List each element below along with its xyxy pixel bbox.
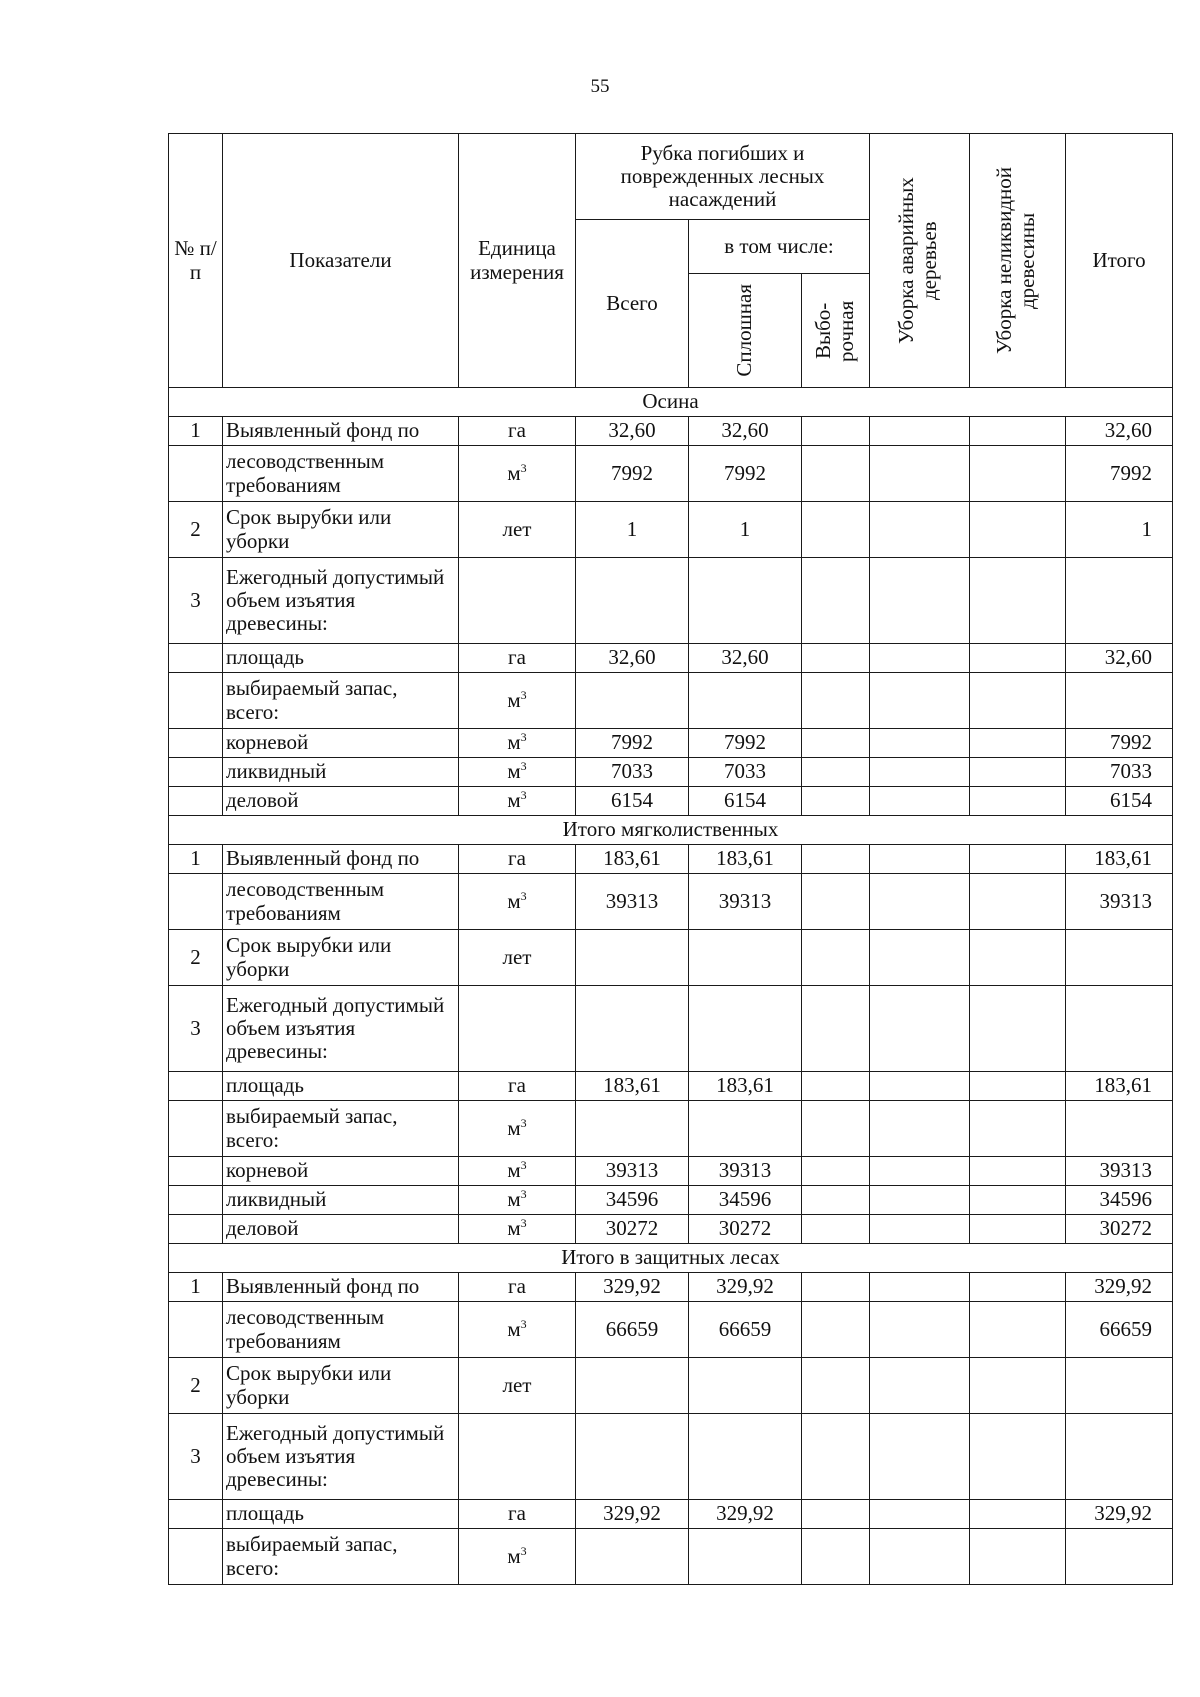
table-row [169,1072,1173,1101]
header-total: Всего [576,220,689,388]
cell-unit [459,1302,576,1358]
cell-clear [689,558,802,644]
cell-indicator: лесоводственным требованиям [223,1302,459,1358]
cell-clear: 7992 [689,729,802,758]
table-row [169,673,1173,729]
cell-indicator: деловой [223,1215,459,1244]
cell-indicator: площадь [223,1072,459,1101]
cell-unit [459,1358,576,1414]
unit-text: га [508,846,526,871]
cell-emergency [870,729,970,758]
cell-total: 66659 [576,1302,689,1358]
cell-clear: 39313 [689,1157,802,1186]
cell-illiquid [970,673,1066,729]
cell-illiquid [970,417,1066,446]
cell-selective [802,1529,870,1585]
unit-text: м [507,1316,521,1341]
cell-itogo [1066,986,1173,1072]
cell-emergency [870,1529,970,1585]
cell-selective [802,1414,870,1500]
cell-illiquid [970,1529,1066,1585]
cell-emergency [870,986,970,1072]
table-row [169,558,1173,644]
cell-total: 7992 [576,446,689,502]
table-row [169,845,1173,874]
table-row [169,1157,1173,1186]
cell-clear: 6154 [689,787,802,816]
table-row [169,930,1173,986]
table-row [169,644,1173,673]
table-row [169,502,1173,558]
cell-total: 6154 [576,787,689,816]
cell-indicator: ликвидный [223,1186,459,1215]
table-row [169,1358,1173,1414]
cell-clear: 66659 [689,1302,802,1358]
table-body [169,388,1173,1585]
table-header [169,134,1173,388]
cell-num [169,1186,223,1215]
unit-text: га [508,1274,526,1299]
cell-itogo [1066,930,1173,986]
cell-selective [802,1072,870,1101]
table-row [169,787,1173,816]
cell-itogo: 34596 [1066,1186,1173,1215]
cell-clear: 39313 [689,874,802,930]
unit-superscript: 3 [520,1115,527,1130]
cell-itogo: 329,92 [1066,1500,1173,1529]
forest-cutting-table [168,133,1173,1585]
cell-illiquid [970,1273,1066,1302]
cell-num [169,787,223,816]
unit-superscript: 3 [520,888,527,903]
cell-selective [802,1273,870,1302]
unit-text: м [507,1115,521,1140]
cell-itogo: 7033 [1066,758,1173,787]
cell-unit [459,1157,576,1186]
cell-total: 183,61 [576,845,689,874]
table-row [169,417,1173,446]
cell-selective [802,1101,870,1157]
cell-emergency [870,1186,970,1215]
cell-illiquid [970,446,1066,502]
header-clear: Сплошная [689,274,802,388]
header-unit: Единица измерения [459,134,576,388]
cell-total: 329,92 [576,1500,689,1529]
cell-selective [802,1186,870,1215]
header-cutting: Рубка погибших и поврежденных лесных насаждений [576,134,870,220]
header-illiquid: Уборка неликвидной древесины [970,134,1066,388]
cell-emergency [870,1302,970,1358]
section-title-row [169,388,1173,417]
cell-selective [802,417,870,446]
cell-selective [802,558,870,644]
cell-total: 329,92 [576,1273,689,1302]
cell-itogo: 32,60 [1066,417,1173,446]
cell-num [169,729,223,758]
cell-unit [459,446,576,502]
unit-text: м [507,1158,521,1183]
header-itogo: Итого [1066,134,1173,388]
cell-total [576,1529,689,1585]
cell-emergency [870,644,970,673]
cell-clear: 32,60 [689,417,802,446]
cell-indicator: Ежегодный допустимый объем изъятия древесины: [223,986,459,1072]
cell-selective [802,986,870,1072]
cell-num: 2 [169,502,223,558]
cell-total: 39313 [576,1157,689,1186]
cell-itogo [1066,1529,1173,1585]
cell-unit [459,644,576,673]
cell-total: 1 [576,502,689,558]
cell-unit [459,986,576,1072]
cell-selective [802,644,870,673]
cell-illiquid [970,1302,1066,1358]
cell-clear [689,986,802,1072]
cell-clear: 329,92 [689,1500,802,1529]
cell-illiquid [970,558,1066,644]
cell-num [169,1157,223,1186]
cell-clear [689,1101,802,1157]
unit-text: м [507,1543,521,1568]
cell-itogo [1066,673,1173,729]
header-including: в том числе: [689,220,870,274]
cell-num [169,446,223,502]
table-row [169,1529,1173,1585]
cell-total [576,986,689,1072]
cell-unit [459,1273,576,1302]
unit-superscript: 3 [520,1543,527,1558]
cell-total [576,1358,689,1414]
cell-selective [802,1157,870,1186]
table-row [169,446,1173,502]
cell-num [169,1302,223,1358]
cell-indicator: лесоводственным требованиям [223,874,459,930]
cell-unit [459,1414,576,1500]
unit-text: лет [502,1372,532,1397]
cell-emergency [870,1072,970,1101]
unit-text: м [507,1216,521,1241]
cell-emergency [870,1215,970,1244]
cell-emergency [870,502,970,558]
table-row [169,1101,1173,1157]
cell-num [169,1500,223,1529]
header-num: № п/п [169,134,223,388]
cell-indicator: площадь [223,1500,459,1529]
cell-num [169,874,223,930]
unit-superscript: 3 [520,1316,527,1331]
cell-clear: 30272 [689,1215,802,1244]
cell-unit [459,845,576,874]
unit-text: га [508,1501,526,1526]
cell-num: 3 [169,986,223,1072]
unit-superscript: 3 [520,1187,527,1202]
cell-clear: 32,60 [689,644,802,673]
cell-illiquid [970,874,1066,930]
cell-emergency [870,1358,970,1414]
cell-unit [459,1101,576,1157]
cell-itogo [1066,1101,1173,1157]
header-selective: Выбо-рочная [802,274,870,388]
cell-clear: 329,92 [689,1273,802,1302]
cell-indicator: Срок вырубки или уборки [223,502,459,558]
cell-unit [459,558,576,644]
cell-unit [459,729,576,758]
cell-unit [459,758,576,787]
cell-selective [802,1302,870,1358]
unit-text: га [508,645,526,670]
cell-indicator: Выявленный фонд по [223,417,459,446]
table-row [169,1414,1173,1500]
cell-num: 1 [169,1273,223,1302]
cell-num [169,1072,223,1101]
cell-total [576,1101,689,1157]
cell-illiquid [970,1358,1066,1414]
cell-clear [689,1414,802,1500]
table-row [169,729,1173,758]
unit-text: м [507,888,521,913]
cell-unit [459,1072,576,1101]
cell-num: 2 [169,930,223,986]
cell-emergency [870,758,970,787]
unit-text: м [507,730,521,755]
cell-emergency [870,874,970,930]
cell-selective [802,845,870,874]
cell-emergency [870,1273,970,1302]
cell-total: 183,61 [576,1072,689,1101]
cell-itogo: 1 [1066,502,1173,558]
cell-illiquid [970,986,1066,1072]
cell-unit [459,930,576,986]
cell-illiquid [970,729,1066,758]
cell-clear [689,673,802,729]
cell-total: 32,60 [576,417,689,446]
cell-emergency [870,1414,970,1500]
cell-itogo: 7992 [1066,446,1173,502]
cell-selective [802,729,870,758]
cell-itogo [1066,1358,1173,1414]
cell-itogo: 66659 [1066,1302,1173,1358]
table-row [169,986,1173,1072]
cell-unit [459,673,576,729]
unit-text: га [508,1073,526,1098]
cell-indicator: Выявленный фонд по [223,845,459,874]
cell-unit [459,1529,576,1585]
cell-illiquid [970,1157,1066,1186]
cell-itogo: 183,61 [1066,1072,1173,1101]
cell-indicator: Срок вырубки или уборки [223,930,459,986]
table-row [169,874,1173,930]
cell-num: 2 [169,1358,223,1414]
cell-indicator: Ежегодный допустимый объем изъятия древесины: [223,1414,459,1500]
cell-selective [802,446,870,502]
cell-num: 1 [169,417,223,446]
cell-indicator: выбираемый запас, всего: [223,673,459,729]
cell-emergency [870,1157,970,1186]
cell-emergency [870,417,970,446]
cell-selective [802,1215,870,1244]
cell-clear: 183,61 [689,1072,802,1101]
unit-text: га [508,418,526,443]
unit-text: лет [502,944,532,969]
unit-text: м [507,1187,521,1212]
cell-illiquid [970,930,1066,986]
section-title: Итого мягколиственных [169,816,1173,845]
cell-selective [802,874,870,930]
cell-emergency [870,1101,970,1157]
cell-clear: 34596 [689,1186,802,1215]
cell-indicator: корневой [223,1157,459,1186]
cell-indicator: Выявленный фонд по [223,1273,459,1302]
cell-itogo [1066,558,1173,644]
cell-indicator: Срок вырубки или уборки [223,1358,459,1414]
cell-emergency [870,673,970,729]
table-row [169,1215,1173,1244]
cell-num [169,1529,223,1585]
unit-superscript: 3 [520,460,527,475]
cell-clear [689,930,802,986]
unit-text: м [507,460,521,485]
cell-unit [459,502,576,558]
table-row [169,1186,1173,1215]
page-number: 55 [590,76,610,97]
cell-total: 34596 [576,1186,689,1215]
cell-itogo: 30272 [1066,1215,1173,1244]
section-title-row [169,816,1173,845]
cell-selective [802,1500,870,1529]
cell-selective [802,1358,870,1414]
table-row [169,758,1173,787]
header-emergency: Уборка аварийных деревьев [870,134,970,388]
cell-emergency [870,930,970,986]
table-row [169,1500,1173,1529]
cell-selective [802,673,870,729]
cell-indicator: Ежегодный допустимый объем изъятия древесины: [223,558,459,644]
cell-clear: 7033 [689,758,802,787]
cell-unit [459,417,576,446]
unit-superscript: 3 [520,687,527,702]
section-title: Итого в защитных лесах [169,1244,1173,1273]
cell-unit [459,787,576,816]
unit-superscript: 3 [520,1158,527,1173]
cell-total: 7033 [576,758,689,787]
cell-total: 30272 [576,1215,689,1244]
unit-text: м [507,687,521,712]
cell-indicator: лесоводственным требованиям [223,446,459,502]
cell-indicator: деловой [223,787,459,816]
cell-unit [459,1186,576,1215]
table-row [169,1302,1173,1358]
cell-itogo: 7992 [1066,729,1173,758]
cell-total: 7992 [576,729,689,758]
cell-illiquid [970,787,1066,816]
cell-total: 39313 [576,874,689,930]
cell-illiquid [970,1072,1066,1101]
cell-itogo: 329,92 [1066,1273,1173,1302]
cell-illiquid [970,758,1066,787]
cell-clear: 7992 [689,446,802,502]
cell-illiquid [970,1101,1066,1157]
cell-num [169,1215,223,1244]
cell-illiquid [970,1414,1066,1500]
cell-illiquid [970,1500,1066,1529]
cell-illiquid [970,502,1066,558]
cell-illiquid [970,845,1066,874]
cell-emergency [870,845,970,874]
cell-emergency [870,1500,970,1529]
cell-total: 32,60 [576,644,689,673]
cell-selective [802,502,870,558]
cell-itogo: 39313 [1066,874,1173,930]
cell-itogo [1066,1414,1173,1500]
cell-selective [802,787,870,816]
cell-itogo: 6154 [1066,787,1173,816]
cell-clear [689,1358,802,1414]
unit-text: м [507,788,521,813]
table-row [169,1273,1173,1302]
cell-num [169,758,223,787]
cell-illiquid [970,644,1066,673]
cell-itogo: 183,61 [1066,845,1173,874]
cell-illiquid [970,1186,1066,1215]
cell-emergency [870,787,970,816]
cell-emergency [870,446,970,502]
cell-num: 1 [169,845,223,874]
cell-total [576,930,689,986]
cell-num: 3 [169,558,223,644]
cell-indicator: ликвидный [223,758,459,787]
cell-indicator: выбираемый запас, всего: [223,1101,459,1157]
unit-superscript: 3 [520,759,527,774]
cell-illiquid [970,1215,1066,1244]
cell-itogo: 32,60 [1066,644,1173,673]
unit-text: м [507,759,521,784]
section-title: Осина [169,388,1173,417]
section-title-row [169,1244,1173,1273]
cell-num [169,1101,223,1157]
unit-text: лет [502,516,532,541]
cell-unit [459,1215,576,1244]
cell-total [576,558,689,644]
cell-selective [802,930,870,986]
cell-clear: 183,61 [689,845,802,874]
header-indicator: Показатели [223,134,459,388]
unit-superscript: 3 [520,1216,527,1231]
cell-unit [459,1500,576,1529]
cell-selective [802,758,870,787]
unit-superscript: 3 [520,730,527,745]
cell-itogo: 39313 [1066,1157,1173,1186]
cell-indicator: выбираемый запас, всего: [223,1529,459,1585]
unit-superscript: 3 [520,788,527,803]
cell-indicator: корневой [223,729,459,758]
cell-clear [689,1529,802,1585]
cell-num [169,673,223,729]
cell-total [576,1414,689,1500]
cell-num: 3 [169,1414,223,1500]
cell-num [169,644,223,673]
cell-indicator: площадь [223,644,459,673]
cell-emergency [870,558,970,644]
cell-unit [459,874,576,930]
cell-clear: 1 [689,502,802,558]
cell-total [576,673,689,729]
